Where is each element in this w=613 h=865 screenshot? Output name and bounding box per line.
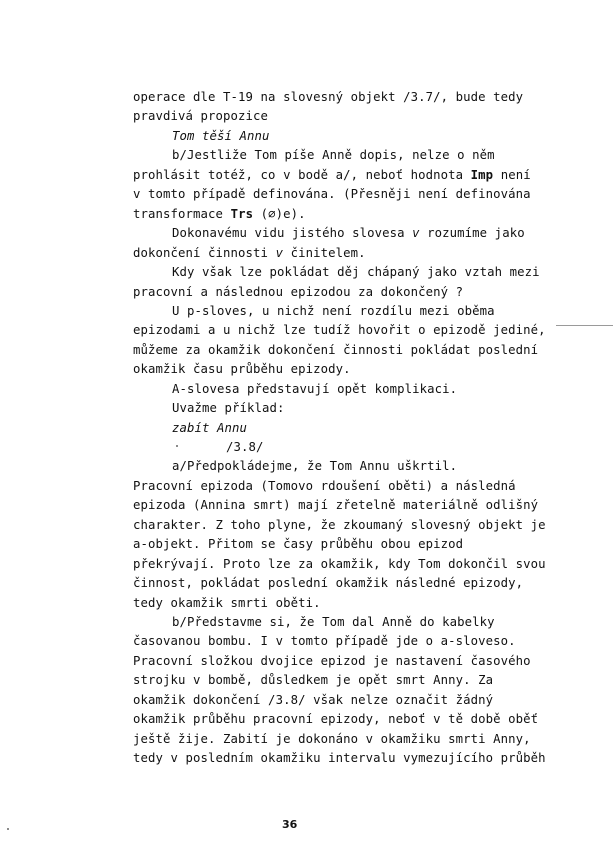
text: ještě žije. Zabití je dokonáno v okamžiku smrti Anny, <box>133 732 531 746</box>
text-line <box>133 107 268 126</box>
text: a/Předpokládejme, že Tom Annu uškrtil. <box>172 459 458 473</box>
text-line <box>133 166 531 185</box>
text: a-objekt. Přitom se časy průběhu obou epizod <box>133 537 464 551</box>
text: činnost, pokládat poslední okamžik následné epizody, <box>133 576 524 590</box>
text-line <box>133 691 493 710</box>
text: Pracovní epizoda (Tomovo rdoušení oběti) a následná <box>133 479 516 493</box>
text-line <box>133 652 531 671</box>
text: transformace <box>133 207 224 221</box>
text-line <box>133 205 306 224</box>
text-line <box>133 283 463 302</box>
text: časovanou bombu. I v tomto případě jde o a-sloveso. <box>133 634 516 648</box>
text-line <box>133 671 493 690</box>
text-line <box>133 749 546 768</box>
text-line <box>133 88 523 107</box>
text: (∅)e). <box>260 207 306 221</box>
text-line <box>133 555 546 574</box>
text-line <box>133 516 546 535</box>
example-line <box>172 419 247 438</box>
text: činitelem. <box>290 246 366 260</box>
italic-term: v <box>275 246 284 260</box>
text: pracovní a následnou epizodou za dokončený ? <box>133 285 464 299</box>
text: můžeme za okamžik dokončení činnosti pokládat poslední <box>133 343 539 357</box>
text: tedy okamžik smrti oběti. <box>133 596 321 610</box>
text-line <box>133 360 351 379</box>
text-line <box>133 535 463 554</box>
text: okamžik dokončení /3.8/ však nelze označit žádný <box>133 693 494 707</box>
scan-artifact-dot <box>176 445 178 447</box>
text-line <box>172 263 540 282</box>
text: rozumíme jako <box>427 226 525 240</box>
text: okamžik průběhu pracovní epizody, neboť v tě době oběť <box>133 712 539 726</box>
text-line <box>172 457 457 476</box>
text: okamžik času průběhu epizody. <box>133 362 351 376</box>
text: v tomto případě definována. (Přesněji není definována <box>133 187 531 201</box>
text: epizodami a u nichž lze tudíž hovořit o epizodě jediné, <box>133 323 546 337</box>
bold-term: Trs <box>230 207 254 221</box>
scan-artifact-dot <box>7 828 9 830</box>
text: překrývají. Proto lze za okamžik, kdy Tom dokončil svou <box>133 557 546 571</box>
text-line <box>133 341 538 360</box>
text: b/Představme si, že Tom dal Anně do kabelky <box>172 615 495 629</box>
text-line <box>133 710 538 729</box>
text-line <box>172 146 495 165</box>
text: Pracovní složkou dvojice epizod je nastavení časového <box>133 654 531 668</box>
text: /3.8/ <box>226 440 264 454</box>
text: strojku v bombě, důsledkem je opět smrt Anny. Za <box>133 673 494 687</box>
example-number <box>226 438 264 457</box>
text: prohlásit totéž, co v bodě a/, neboť hodnota <box>133 168 464 182</box>
example-line <box>172 127 270 146</box>
text-line <box>172 613 495 632</box>
italic-term: v <box>412 226 420 240</box>
text-line <box>133 730 531 749</box>
text-line <box>172 224 525 243</box>
text-line <box>133 244 366 263</box>
text: charakter. Z toho plyne, že zkoumaný slovesný objekt je <box>133 518 546 532</box>
text: epizoda (Annina smrt) mají zřetelně materiálně odlišný <box>133 498 539 512</box>
text: není <box>500 168 531 182</box>
text: Kdy však lze pokládat děj chápaný jako vztah mezi <box>172 265 540 279</box>
text: Tom těší Annu <box>172 129 270 143</box>
text-line <box>133 574 523 593</box>
text: U p-sloves, u nichž není rozdílu mezi oběma <box>172 304 495 318</box>
text: Uvažme příklad: <box>172 401 285 415</box>
text-line <box>172 399 285 418</box>
text-line <box>172 380 457 399</box>
text-line <box>172 302 495 321</box>
text: dokončení činnosti <box>133 246 269 260</box>
text: pravdivá propozice <box>133 109 269 123</box>
text: tedy v posledním okamžiku intervalu vymezujícího průběh <box>133 751 546 765</box>
text: operace dle T-19 na slovesný objekt /3.7/, bude tedy <box>133 90 524 104</box>
text: A-slovesa představují opět komplikaci. <box>172 382 458 396</box>
text-line <box>133 185 531 204</box>
text-line <box>133 632 516 651</box>
scan-artifact-line <box>556 325 613 326</box>
text: Dokonavému vidu jistého slovesa <box>172 226 405 240</box>
text-line <box>133 594 321 613</box>
text-line <box>133 321 546 340</box>
text-line <box>133 496 538 515</box>
text-line <box>133 477 516 496</box>
text: b/Jestliže Tom píše Anně dopis, nelze o něm <box>172 148 495 162</box>
page-number: 36 <box>282 818 298 831</box>
bold-term: Imp <box>470 168 494 182</box>
text: zabít Annu <box>172 421 248 435</box>
